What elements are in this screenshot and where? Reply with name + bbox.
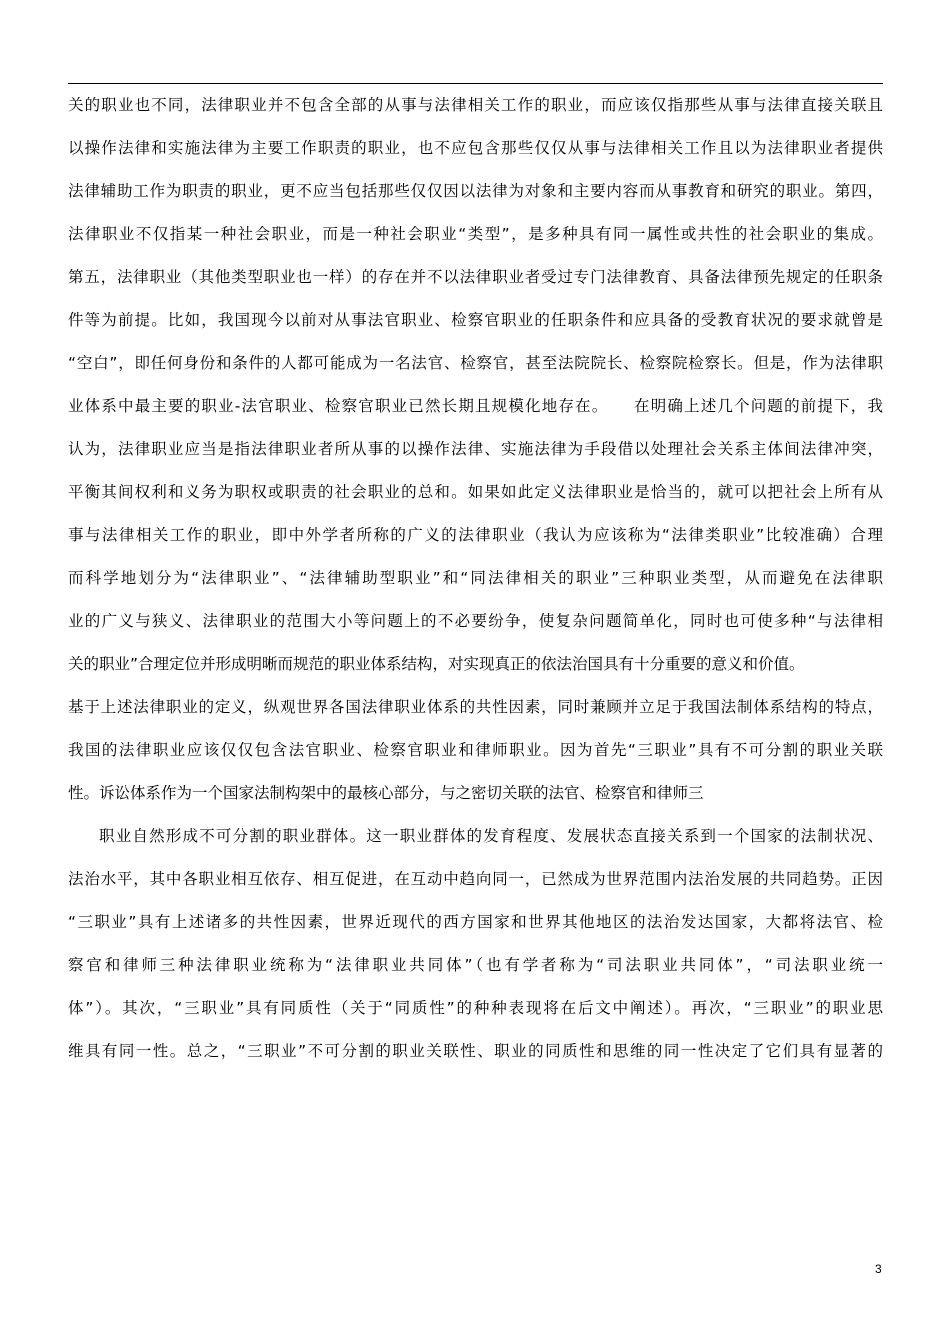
text-line: 关的职业”合理定位并形成明晰而规范的职业体系结构，对实现真正的依法治国具有十分重要的意义和价值。 bbox=[68, 655, 805, 673]
text-line: 关的职业也不同，法律职业并不包含全部的从事与法律相关工作的职业，而应该仅指那些从事与法律直接关联且 bbox=[68, 96, 883, 114]
text-line: 认为，法律职业应当是指法律职业者所从事的以操作法律、实施法律为手段借以处理社会关系主体间法律冲突， bbox=[68, 440, 883, 458]
text-line: 事与法律相关工作的职业，即中外学者所称的广义的法律职业（我认为应该称为“法律类职业”比较准确）合理 bbox=[68, 526, 883, 544]
text-line: 察官和律师三种法律职业统称为“法律职业共同体”（也有学者称为“司法职业共同体”，“司法职业统一 bbox=[68, 956, 883, 974]
text-line: 法治水平，其中各职业相互依存、相互促进，在互动中趋向同一，已然成为世界范围内法治发展的共同趋势。正因 bbox=[68, 870, 883, 888]
text-line: 职业自然形成不可分割的职业群体。这一职业群体的发育程度、发展状态直接关系到一个国家的法制状况、 bbox=[99, 827, 883, 845]
text-line: 第五，法律职业（其他类型职业也一样）的存在并不以法律职业者受过专门法律教育、具备法律预先规定的任职条 bbox=[68, 268, 883, 286]
text-line: 以操作法律和实施法律为主要工作职责的职业，也不应包含那些仅仅从事与法律相关工作且以为法律职业者提供 bbox=[68, 139, 883, 157]
text-line: 基于上述法律职业的定义，纵观世界各国法律职业体系的共性因素，同时兼顾并立足于我国法制体系结构的特点， bbox=[68, 698, 883, 716]
text-line: 业的广义与狭义、法律职业的范围大小等问题上的不必要纷争，使复杂问题简单化，同时也可使多种“与法律相 bbox=[68, 612, 883, 630]
text-line: 业体系中最主要的职业-法官职业、检察官职业已然长期且规模化地存在。 在明确上述几个问题的前提下，我 bbox=[68, 397, 883, 415]
text-line: 性。诉讼体系作为一个国家法制构架中的最核心部分，与之密切关联的法官、检察官和律师三 bbox=[68, 784, 704, 802]
text-line: 体”）。其次，“三职业”具有同质性（关于“同质性”的种种表现将在后文中阐述）。再次，“三职业”的职业思 bbox=[68, 999, 883, 1017]
text-line: 我国的法律职业应该仅仅包含法官职业、检察官职业和律师职业。因为首先“三职业”具有不可分割的职业关联 bbox=[68, 741, 883, 759]
page-number: 3 bbox=[875, 1262, 882, 1276]
text-line: 平衡其间权利和义务为职权或职责的社会职业的总和。如果如此定义法律职业是恰当的，就可以把社会上所有从 bbox=[68, 483, 883, 501]
text-line: 法律辅助工作为职责的职业，更不应当包括那些仅仅因以法律为对象和主要内容而从事教育和研究的职业。第四， bbox=[68, 182, 883, 200]
text-line: 维具有同一性。总之，“三职业”不可分割的职业关联性、职业的同质性和思维的同一性决定了它们具有显著的 bbox=[68, 1042, 883, 1060]
text-line: “三职业”具有上述诸多的共性因素，世界近现代的西方国家和世界其他地区的法治发达国家，大都将法官、检 bbox=[68, 913, 883, 931]
text-line: 而科学地划分为“法律职业”、“法律辅助型职业”和“同法律相关的职业”三种职业类型，从而避免在法律职 bbox=[68, 569, 883, 587]
text-line: 件等为前提。比如，我国现今以前对从事法官职业、检察官职业的任职条件和应具备的受教育状况的要求就曾是 bbox=[68, 311, 883, 329]
text-line: “空白”，即任何身份和条件的人都可能成为一名法官、检察官，甚至法院院长、检察院检察长。但是，作为法律职 bbox=[68, 354, 883, 372]
text-line: 法律职业不仅指某一种社会职业，而是一种社会职业“类型”，是多种具有同一属性或共性的社会职业的集成。 bbox=[68, 225, 883, 243]
header-rule bbox=[68, 83, 883, 84]
